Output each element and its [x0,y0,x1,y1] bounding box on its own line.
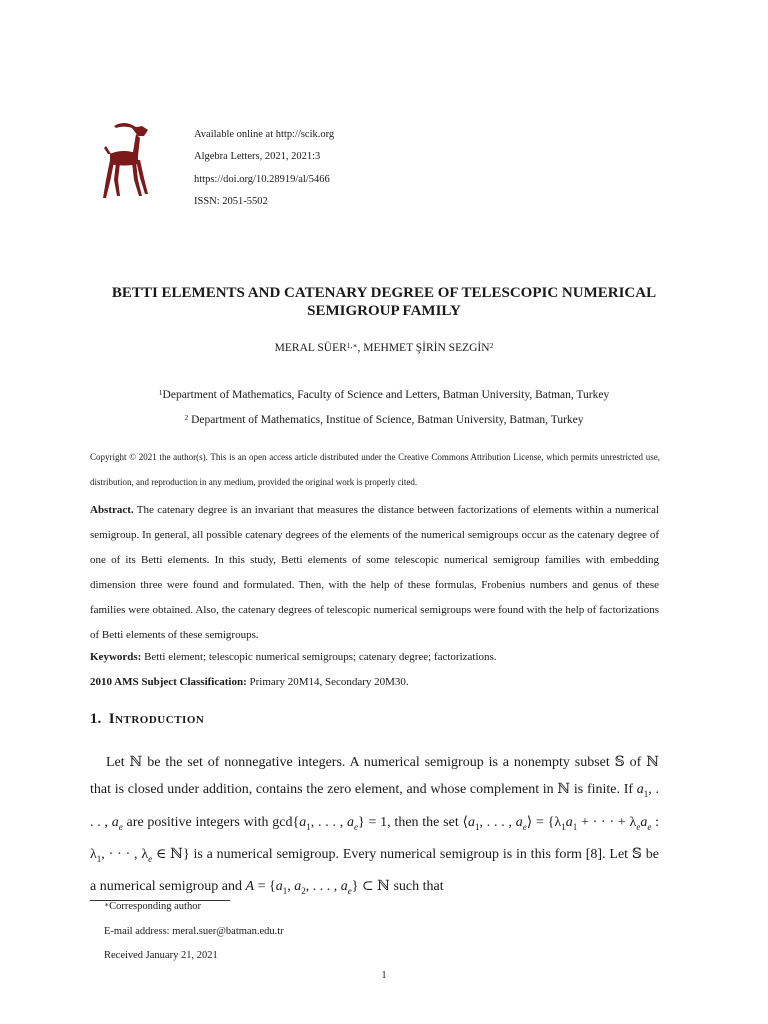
intro-paragraph: Let ℕ be the set of nonnegative integers. A numerical semigroup is a nonempty subset 𝕊 of ℕ that is closed under addition, contains the zero element, and whose complement in ℕ is finite. If $a_1$, . . . , $a_e$ are positive integers with $\gcd\{a_1$, . . . , $a_e\} = 1$, then the set $⟨a_1$, . . . , $a_e⟩ = \{\lambda_1a_1$ + · · · + $\lambda_ea_e$ : $\lambda_1$, · · · , $\lambda_e$ ∈ ℕ} is a numerical semigroup. Every numerical semigroup is in this form [8]. Let 𝕊 be a numerical semigroup and $A = \{a_1$, $a_2$, . . . , $a_e$} ⊂ ℕ such that [90,755,660,896]
issn: ISSN: 2051-5502 [194,195,268,207]
copyright-notice: Copyright © 2021 the author(s). This is an open access article distributed under the Creative Commons Attribution License, which permits unrestricted use, distribution, and reproduction in any medium, provided the original work is properly cited. [90,452,660,487]
author-list [60,342,708,354]
paper-title [60,284,708,320]
affiliation-1 [60,389,708,401]
ams-classification [90,670,659,695]
author-sep: , [357,342,364,354]
footnote-email: E-mail address: meral.suer@batman.edu.tr [104,926,284,937]
abstract-text: The catenary degree is an invariant that measures the distance between factorizations of elements within a numerical semigroup. In general, all possible catenary degrees of the elements of the numerical semigroups occur as the catenary degree of one of its Betti elements. In this study, Betti elements of some telescopic numerical semigroup families with embedding dimension three were found and formulated. Then, with the help of these formulas, Frobenius numbers and genus of these families were obtained. Also, the catenary degrees of telescopic numerical semigroups were found with the help of factorizations of Betti elements of these semigroups. [90,504,659,641]
footnote-corresponding-text: Corresponding author [109,901,201,912]
affiliation-2-text: Department of Mathematics, Institue of Science, Batman University, Batman, Turkey [188,414,584,426]
journal-logo-icon [98,118,154,200]
keywords [90,645,659,670]
affiliation-2 [60,414,708,426]
keywords-text: Betti element; telescopic numerical semigroups; catenary degree; factorizations. [141,651,497,663]
keywords-label: Keywords: [90,651,142,663]
affiliation-1-sup: 1 [158,388,163,397]
journal-header [194,124,334,213]
abstract-label: Abstract. [90,504,134,516]
ams-label: 2010 AMS Subject Classification: [90,676,247,688]
page-number: 1 [381,970,387,981]
section-heading [90,711,204,728]
section-title: Introduction [108,711,205,727]
footnote-corresponding [104,901,201,912]
abstract [90,498,659,648]
introduction-text [90,749,659,905]
author-1-sup: 1,∗ [346,341,358,350]
footnote-sup: ∗ [104,900,110,909]
section-number: 1. [90,711,102,727]
journal-citation: Algebra Letters, 2021, 2021:3 [194,151,321,163]
ams-text: Primary 20M14, Secondary 20M30. [246,676,409,688]
doi-link[interactable]: https://doi.org/10.28919/al/5466 [194,173,330,185]
author-2-sup: 2 [489,341,494,350]
availability-line: Available online at http://scik.org [194,129,335,140]
affiliation-2-sup: 2 [184,413,189,422]
title-line-1: BETTI ELEMENTS AND CATENARY DEGREE OF TELESCOPIC NUMERICAL [111,285,657,301]
affiliation-1-text: Department of Mathematics, Faculty of Science and Letters, Batman University, Batman, Turkey [162,389,610,401]
author-1: MERAL SÜER [274,342,347,354]
footnote-received: Received January 21, 2021 [104,950,218,961]
author-2: MEHMET ŞİRİN SEZGİN [363,342,490,354]
title-line-2: SEMIGROUP FAMILY [307,303,461,319]
